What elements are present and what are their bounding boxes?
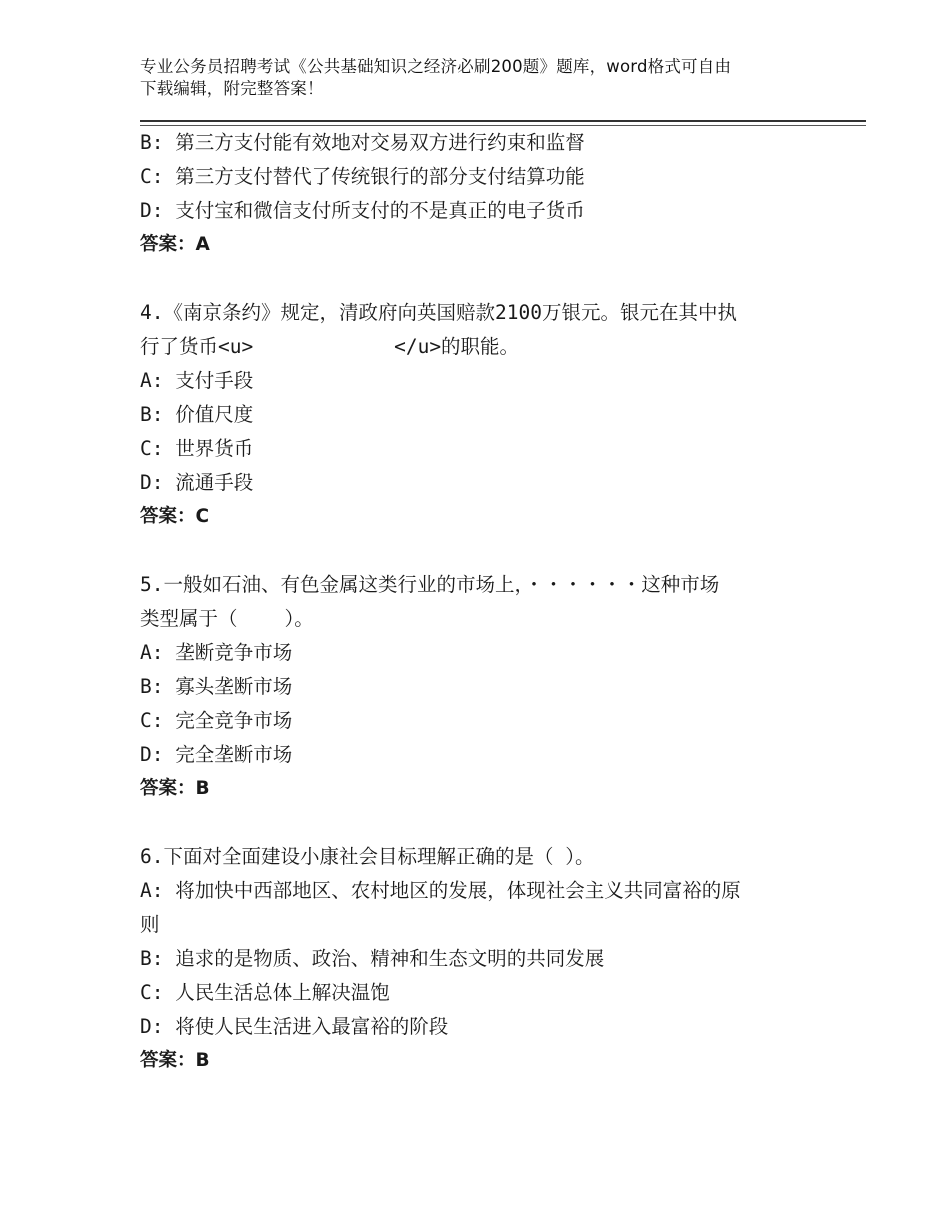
option-a: A: 支付手段 xyxy=(140,369,254,392)
header-line-2: 下载编辑，附完整答案！ xyxy=(140,79,324,98)
answer: 答案：B xyxy=(140,1050,210,1071)
option-c: C: 完全竞争市场 xyxy=(140,709,293,732)
question-stem: 5.一般如石油、有色金属这类行业的市场上，・・・・・・这种市场 xyxy=(140,573,720,596)
option-b: B: 追求的是物质、政治、精神和生态文明的共同发展 xyxy=(140,947,605,970)
question-stem: 6.下面对全面建设小康社会目标理解正确的是（ ）。 xyxy=(140,845,595,868)
option-b: B: 价值尺度 xyxy=(140,403,254,426)
option-b: B: 第三方支付能有效地对交易双方进行约束和监督 xyxy=(140,131,585,154)
question-list xyxy=(140,126,820,1078)
option-d: D: 支付宝和微信支付所支付的不是真正的电子货币 xyxy=(140,199,585,222)
option-a: A: 将加快中西部地区、农村地区的发展，体现社会主义共同富裕的原 xyxy=(140,879,741,902)
spacer xyxy=(140,806,820,840)
answer: 答案：C xyxy=(140,506,210,527)
header-rule-thick xyxy=(140,120,866,122)
question-stem: 行了货币<u> </u>的职能。 xyxy=(140,335,520,358)
document-header xyxy=(140,56,820,100)
option-d: D: 完全垄断市场 xyxy=(140,743,293,766)
option-c: C: 第三方支付替代了传统银行的部分支付结算功能 xyxy=(140,165,585,188)
option-d: D: 将使人民生活进入最富裕的阶段 xyxy=(140,1015,449,1038)
question-6 xyxy=(140,840,820,1078)
option-a: A: 垄断竞争市场 xyxy=(140,641,293,664)
header-line-1: 专业公务员招聘考试《公共基础知识之经济必刷200题》题库，word格式可自由 xyxy=(140,57,732,76)
answer: 答案：A xyxy=(140,234,210,255)
question-stem: 4.《南京条约》规定，清政府向英国赔款2100万银元。银元在其中执 xyxy=(140,301,737,324)
option-c: C: 世界货币 xyxy=(140,437,254,460)
option-d: D: 流通手段 xyxy=(140,471,254,494)
question-stem: 类型属于（ ）。 xyxy=(140,607,314,630)
option-b: B: 寡头垄断市场 xyxy=(140,675,293,698)
option-a-continued: 则 xyxy=(140,913,160,936)
question-3 xyxy=(140,126,820,262)
spacer xyxy=(140,534,820,568)
question-4 xyxy=(140,296,820,534)
spacer xyxy=(140,262,820,296)
option-c: C: 人民生活总体上解决温饱 xyxy=(140,981,390,1004)
question-5 xyxy=(140,568,820,806)
answer: 答案：B xyxy=(140,778,210,799)
